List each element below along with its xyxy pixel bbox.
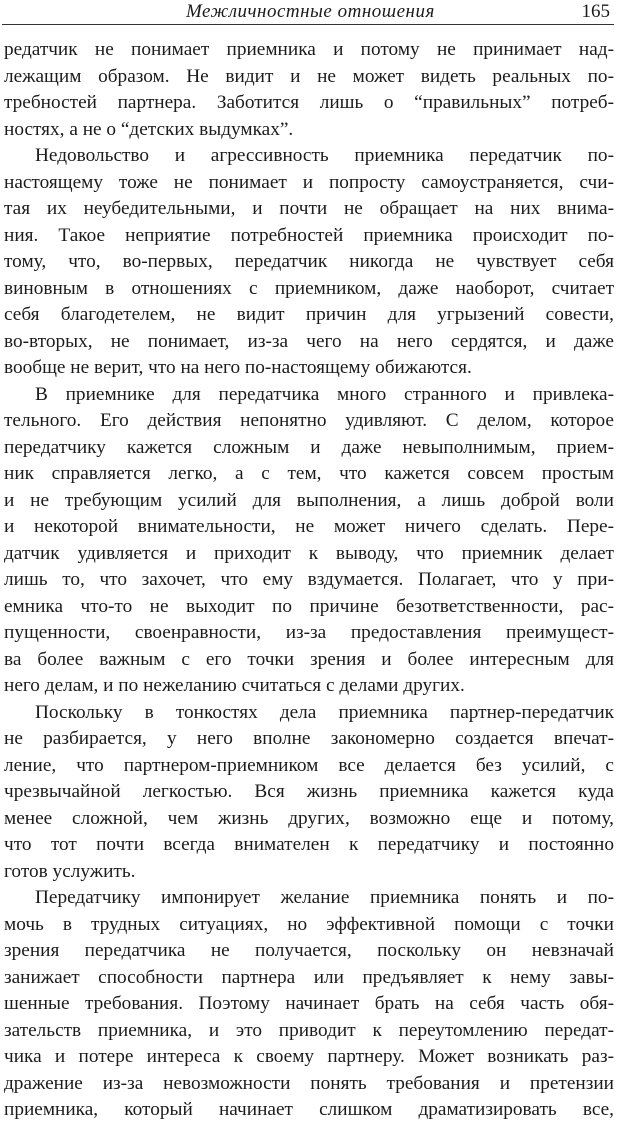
paragraph (4, 382, 614, 700)
text-line: передатчику кажется сложным и даже невыполнимым, прием- (4, 436, 614, 458)
text-line: приемника, который начинает слишком драматизировать все, (4, 1099, 614, 1120)
text-line: менее сложной, чем жизнь других, возможно еще и потому, (4, 807, 614, 829)
text-line: зрения передатчика не получается, поскольку он невзначай (4, 940, 614, 961)
text-line: емника что-то не выходит по причине безответственности, рас- (4, 595, 614, 617)
text-line: не разбирается, у него вполне закономерно создается впечат- (4, 728, 614, 749)
text-line: что тот почти всегда внимателен к передатчику и постоянно (4, 834, 614, 855)
paragraph (4, 37, 614, 143)
text-line: готов услужить. (4, 860, 136, 882)
text-line: виновным в отношениях с приемником, даже наоборот, считает (4, 277, 614, 299)
text-line: редатчик не понимает приемника и потому не принимает над- (4, 39, 614, 60)
text-line: В приемнике для передатчика много странного и привлека- (35, 383, 614, 405)
running-header (0, 0, 614, 30)
text-line: ва более важным с его точки зрения и более интересным для (4, 648, 614, 670)
text-line: себя благодетелем, не видит причин для угрызений совести, (4, 304, 614, 325)
text-line: ностях, а не о “детских выдумках”. (4, 118, 294, 140)
text-line: лежащим образом. Не видит и не может видеть реальных по- (4, 65, 614, 87)
body-text (4, 37, 614, 1124)
text-line: тельного. Его действия непонятно удивляют. С делом, которое (4, 410, 614, 431)
page-number: 165 (581, 1, 610, 22)
text-line: занижает способности партнера или предъявляет к нему завы- (4, 966, 614, 988)
text-line: дражение из-за невозможности понять требования и претензии (4, 1072, 614, 1094)
text-line: ление, что партнером-приемником все делается без усилий, с (4, 754, 614, 776)
text-line: ния. Такое неприятие потребностей приемника происходит по- (4, 224, 614, 246)
running-title: Межличностные отношения (186, 1, 435, 22)
text-line: и не требующим усилий для выполнения, а лишь доброй воли (4, 489, 614, 511)
text-line: тому, что, во-первых, передатчик никогда не чувствует себя (4, 251, 614, 272)
text-line: шенные требования. Поэтому начинает брать на себя часть обя- (4, 993, 614, 1014)
text-line: Недовольство и агрессивность приемника передатчик по- (35, 145, 614, 166)
paragraph (4, 700, 614, 886)
text-line: ник справляется легко, а с тем, что кажется совсем простым (4, 463, 614, 484)
text-line: датчик удивляется и приходит к выводу, что приемник делает (4, 542, 614, 564)
paragraph (4, 885, 614, 1124)
text-line: во-вторых, не понимает, из-за чего на него сердятся, и даже (4, 330, 614, 352)
text-line: вообще не верит, что на него по-настоящему обижаются. (4, 357, 472, 378)
text-line: зательств приемника, и это приводит к переутомлению передат- (4, 1019, 614, 1041)
text-line: Передатчику импонирует желание приемника понять и по- (35, 887, 614, 908)
header-rule (2, 24, 614, 25)
text-line: настоящему тоже не понимает и попросту самоустраняется, счи- (4, 171, 614, 193)
text-line: чрезвычайной легкостью. Вся жизнь приемника кажется куда (4, 781, 614, 802)
text-line: чика и потере интереса к своему партнеру. Может возникать раз- (4, 1046, 614, 1067)
text-line: и некоторой внимательности, не может ничего сделать. Пере- (4, 516, 614, 537)
text-line: тая их неубедительными, и почти не обращает на них внима- (4, 198, 614, 219)
text-line: него делам, и по нежеланию считаться с делами других. (4, 675, 465, 696)
text-line: пущенности, своенравности, из-за предоставления преимущест- (4, 622, 614, 643)
text-line: лишь то, что захочет, что ему вздумается. Полагает, что у при- (4, 569, 614, 590)
text-line: требностей партнера. Заботится лишь о “правильных” потреб- (4, 92, 614, 113)
text-line: Поскольку в тонкостях дела приемника партнер-передатчик (35, 701, 614, 723)
text-line: мочь в трудных ситуациях, но эффективной помощи с точки (4, 913, 614, 935)
paragraph (4, 143, 614, 382)
